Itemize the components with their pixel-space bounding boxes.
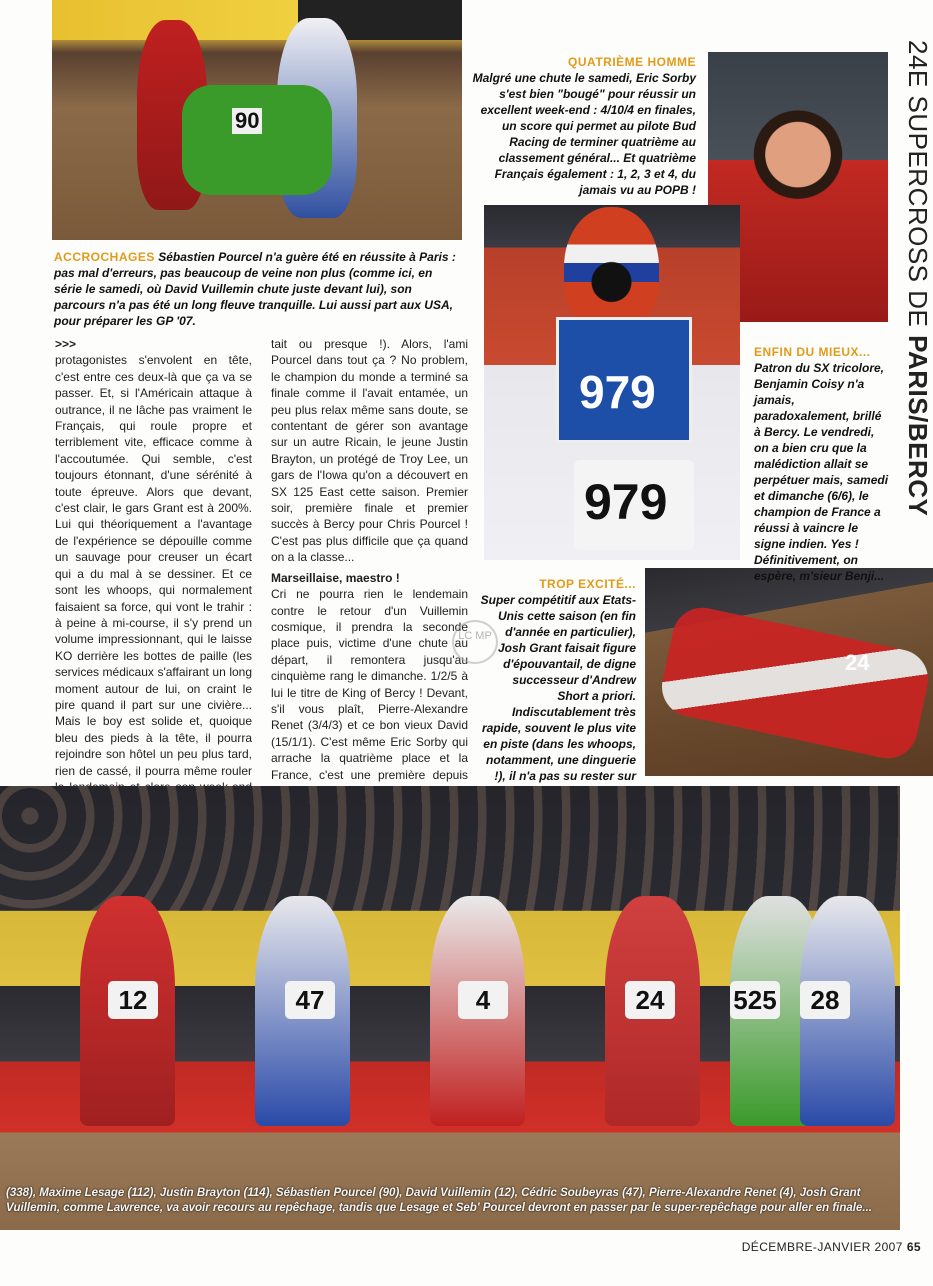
article-subhead: Marseillaise, maestro !	[271, 570, 400, 585]
start-caption-line-1: (338), Maxime Lesage (112), Justin Brayton (114), Sébastien Pourcel (90), David Vuillemin (12), Cédric Soubeyras (47), Pierre-Alexandre Renet (4), Josh Grant	[6, 1187, 861, 1199]
caption-accrochages-head: ACCROCHAGES	[54, 250, 155, 264]
start-plate-3: 4	[458, 981, 508, 1019]
start-plate-4: 24	[625, 981, 675, 1019]
grant-bike	[656, 602, 933, 764]
article-col2b-text	[271, 586, 468, 816]
start-plate-2: 47	[285, 981, 335, 1019]
start-plate-6: 28	[800, 981, 850, 1019]
photo-accrochages	[52, 0, 462, 240]
continuation-marker: >>>	[55, 337, 77, 351]
grant-bike-number: 24	[845, 650, 870, 675]
watermark-logo: LC MP	[452, 620, 498, 664]
caption-accrochages-text: Sébastien Pourcel n'a guère été en réussite à Paris : pas mal d'erreurs, pas beaucoup de veine non plus (comme ici, en série le samedi, où David Vuillemin chute juste devant lui), son parcours n'a pas été un long fleuve tranquille. Lui aussi part aux USA, pour préparer les GP '07.	[54, 250, 456, 328]
caption-enfin-head: ENFIN DU MIEUX...	[754, 345, 871, 359]
dunlop-banner	[52, 0, 462, 40]
photo-start-gate	[0, 786, 900, 1230]
side-title-bold: PARIS/BERCY	[903, 335, 933, 517]
side-title-bar	[897, 40, 933, 517]
side-title-thin: 24E SUPERCROSS DE	[903, 40, 933, 336]
article-column-1	[55, 336, 252, 812]
coisy-plate-number: 979	[584, 474, 668, 530]
photo-coisy	[484, 205, 740, 560]
photo-grant	[645, 568, 933, 776]
caption-trop-text: Super compétitif aux Etats-Unis cette saison (en fin d'année en particulier), Josh Grant faisait figure d'épouvantail, de digne successeur d'Andrew Short a priori. Indiscutablement très rapide, souvent le plus vite en piste (dans les whoops, notamment, une dinguerie !), il n'a pas su rester sur	[480, 593, 636, 783]
start-photo-caption	[6, 1186, 898, 1216]
start-caption-line-2: Vuillemin, comme Lawrence, va avoir recours au repêchage, tandis que Lesage et Seb' Pourcel devront en passer par le super-repêchage pour aller en finale...	[6, 1202, 872, 1214]
caption-enfin-text: Patron du SX tricolore, Benjamin Coisy n'a jamais, paradoxalement, brillé à Bercy. Le vendredi, on a bien cru que la malédiction allait se perpétuer mais, samedi et dimanche (6/6), le champion de France a réussi à vaincre le signe indien. Yes ! Définitivement, on espère, m'sieur Benji...	[754, 361, 889, 583]
start-plate-1: 12	[108, 981, 158, 1019]
issue-date: DÉCEMBRE-JANVIER 2007	[741, 1240, 903, 1254]
crowd	[0, 786, 900, 911]
article-column-2	[271, 336, 468, 816]
side-title	[902, 40, 933, 516]
caption-enfin	[754, 344, 890, 584]
caption-quatrieme	[470, 54, 696, 198]
coisy-helmet	[564, 207, 659, 332]
caption-trop	[478, 576, 636, 800]
bike-green	[182, 85, 332, 195]
caption-accrochages	[54, 249, 462, 329]
coisy-bib-number: 979	[579, 366, 656, 418]
start-plate-5: 525	[730, 981, 780, 1019]
top-bike-number: 90	[232, 108, 262, 134]
article-col2b-body: Cri ne pourra rien le lendemain contre le retour d'un Vuillemin cosmique, il prendra la seconde place puis, victime d'une chute au départ, il remontera jusqu'au cinquième rang le dimanche. 1/2/5 à lui le titre de King of Bercy ! Devant, s'il vous plaît, Pierre-Alexandre Renet (3/4/3) et ce bon vieux David (15/1/1). C'est même Eric Sorby qui arrache la quatrième place et la France, c'est une première depuis	[271, 587, 468, 782]
caption-trop-head: TROP EXCITÉ...	[539, 577, 636, 591]
article-col2a-text: tait ou presque !). Alors, l'ami Pourcel dans tout ça ? No problem, le champion du monde a terminé sa finale comme il l'avait entamée, un peu plus relax même sans doute, se contentant de gérer son avantage sur un autre Ricain, le jeune Justin Brayton, un protégé de Troy Lee, un gars de l'Iowa qu'on a découvert en SX 125 East cette saison. Premier soir, première finale et premier succès à Bercy pour Chris Pourcel ! C'est pas plus difficile que ça quand on a la classe...	[271, 337, 468, 565]
article-col1-text: protagonistes s'envolent en tête, c'est entre ces deux-là que ça va se passer. Et, si l'Américain attaque à outrance, il ne lâche pas vraiment le Français, qui roule propre et terriblement vite, efficace comme à l'accoutumée. Qui semble, c'est toujours étonnant, d'une sérénité à toute épreuve. Alors que devant, c'est clair, le gars Grant est à 200%. Lui qui théoriquement a l'avantage de l'expérience se dépouille comme un sauvage pour creuser un écart qui a du mal à se dessiner. Et ce sont les whoops, qui normalement faisaient sa force, qui vont le trahir : à peine à mi-course, il s'y prend un volume impressionnant, qui le laisse KO derrière les bottes de paille (les services médicaux s'affairant un long moment autour de lui, on craint le pire quand il part sur une civière... Mais le boy est solide et, quoique bleu des pieds à la tête, il pourra rejoindre son hôtel un peu plus tard, rien de cassé, il pourra même rouler	[55, 353, 252, 778]
caption-quatrieme-text: Malgré une chute le samedi, Eric Sorby s'est bien "bougé" pour réussir un excellent week-end : 4/10/4 en finales, un score qui permet au pilote Bud Racing de terminer quatrième au classement général... Et quatrième Français également : 1, 2, 3 et 4, du jamais vu au POPB !	[472, 71, 696, 197]
page-number: 65	[906, 1240, 921, 1254]
caption-quatrieme-head: QUATRIÈME HOMME	[568, 55, 696, 69]
page-folio	[742, 1240, 921, 1254]
